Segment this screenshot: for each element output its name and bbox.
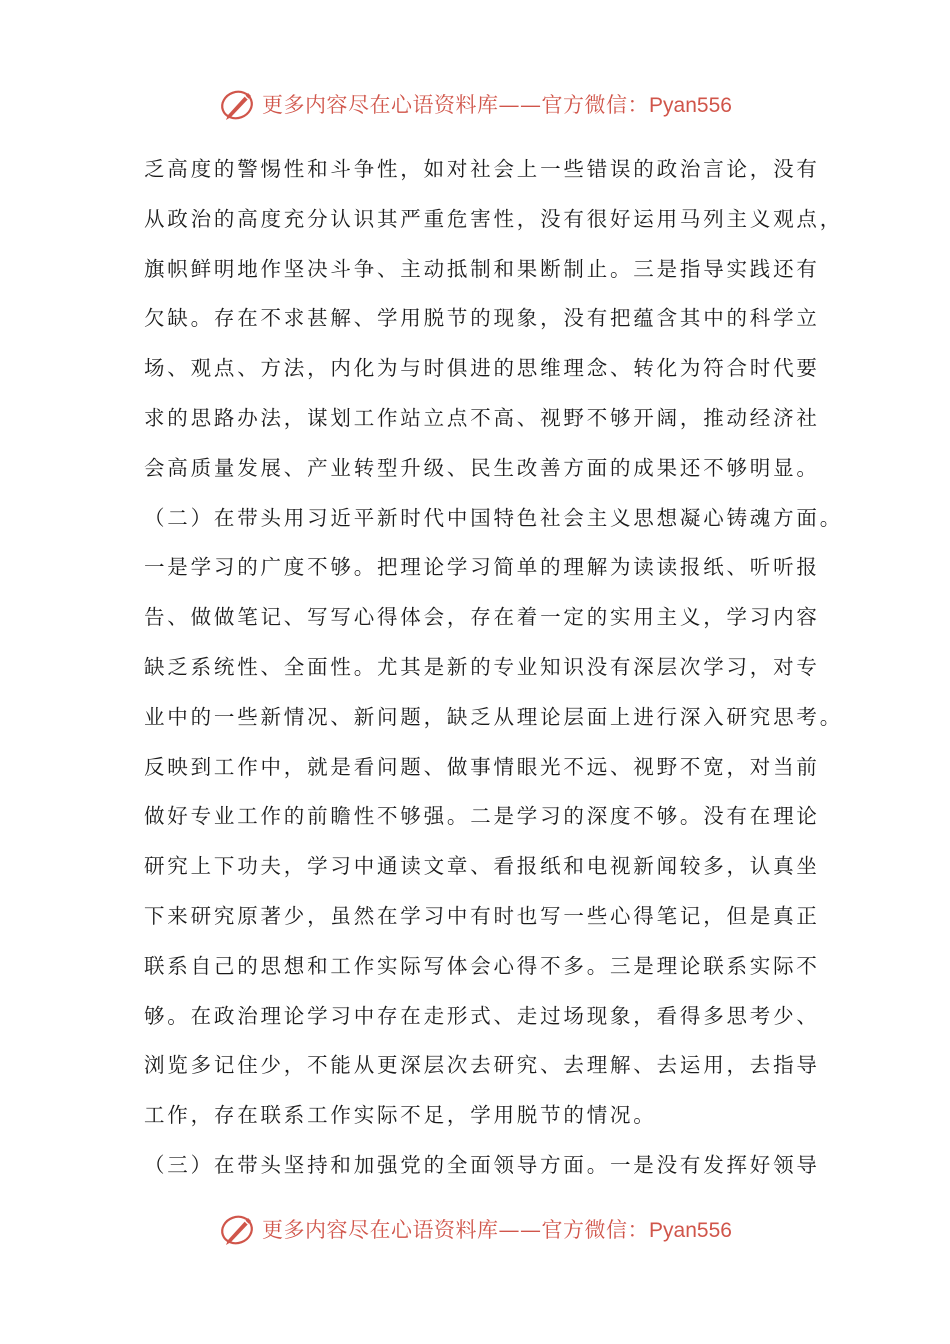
text-line: 研究上下功夫，学习中通读文章、看报纸和电视新闻较多，认真坐 [144, 854, 820, 879]
text-line: 缺乏系统性、全面性。尤其是新的专业知识没有深层次学习，对专 [144, 654, 820, 679]
document-body [144, 145, 843, 1191]
text-line: 场、观点、方法，内化为与时俱进的思维理念、转化为符合时代要 [144, 356, 820, 381]
text-line: 业中的一些新情况、新问题，缺乏从理论层面上进行深入研究思考。 [144, 704, 843, 729]
header-text: 更多内容尽在心语资料库——官方微信：Pyan556 [262, 93, 732, 117]
text-line: 欠缺。存在不求甚解、学用脱节的现象，没有把蕴含其中的科学立 [144, 306, 820, 331]
pen-logo-icon [218, 1209, 258, 1249]
text-line: 从政治的高度充分认识其严重危害性，没有很好运用马列主义观点， [144, 206, 843, 231]
header-banner [0, 80, 950, 128]
section-heading-3: （三）在带头坚持和加强党的全面领导方面。一是没有发挥好领导 [144, 1152, 820, 1177]
text-line: 会高质量发展、产业转型升级、民生改善方面的成果还不够明显。 [144, 455, 820, 480]
text-line: 做好专业工作的前瞻性不够强。二是学习的深度不够。没有在理论 [144, 804, 820, 829]
text-line: 乏高度的警惕性和斗争性，如对社会上一些错误的政治言论，没有 [144, 157, 820, 181]
text-line: 够。在政治理论学习中存在走形式、走过场现象，看得多思考少、 [144, 1003, 820, 1028]
footer-banner [0, 1205, 950, 1253]
text-line: 工作，存在联系工作实际不足，学用脱节的情况。 [144, 1103, 657, 1128]
pen-logo-icon [218, 84, 258, 124]
text-line: 旗帜鲜明地作坚决斗争、主动抵制和果断制止。三是指导实践还有 [144, 256, 820, 281]
text-line: 联系自己的思想和工作实际写体会心得不多。三是理论联系实际不 [144, 953, 820, 978]
section-heading-2: （二）在带头用习近平新时代中国特色社会主义思想凝心铸魂方面。 [144, 505, 843, 530]
text-line: 求的思路办法，谋划工作站立点不高、视野不够开阔，推动经济社 [144, 405, 820, 430]
text-line: 一是学习的广度不够。把理论学习简单的理解为读读报纸、听听报 [144, 555, 820, 580]
text-line: 反映到工作中，就是看问题、做事情眼光不远、视野不宽，对当前 [144, 754, 820, 779]
text-line: 浏览多记住少，不能从更深层次去研究、去理解、去运用，去指导 [144, 1053, 820, 1078]
text-line: 告、做做笔记、写写心得体会，存在着一定的实用主义，学习内容 [144, 605, 820, 630]
footer-text: 更多内容尽在心语资料库——官方微信：Pyan556 [262, 1218, 732, 1242]
text-line: 下来研究原著少，虽然在学习中有时也写一些心得笔记，但是真正 [144, 903, 820, 928]
